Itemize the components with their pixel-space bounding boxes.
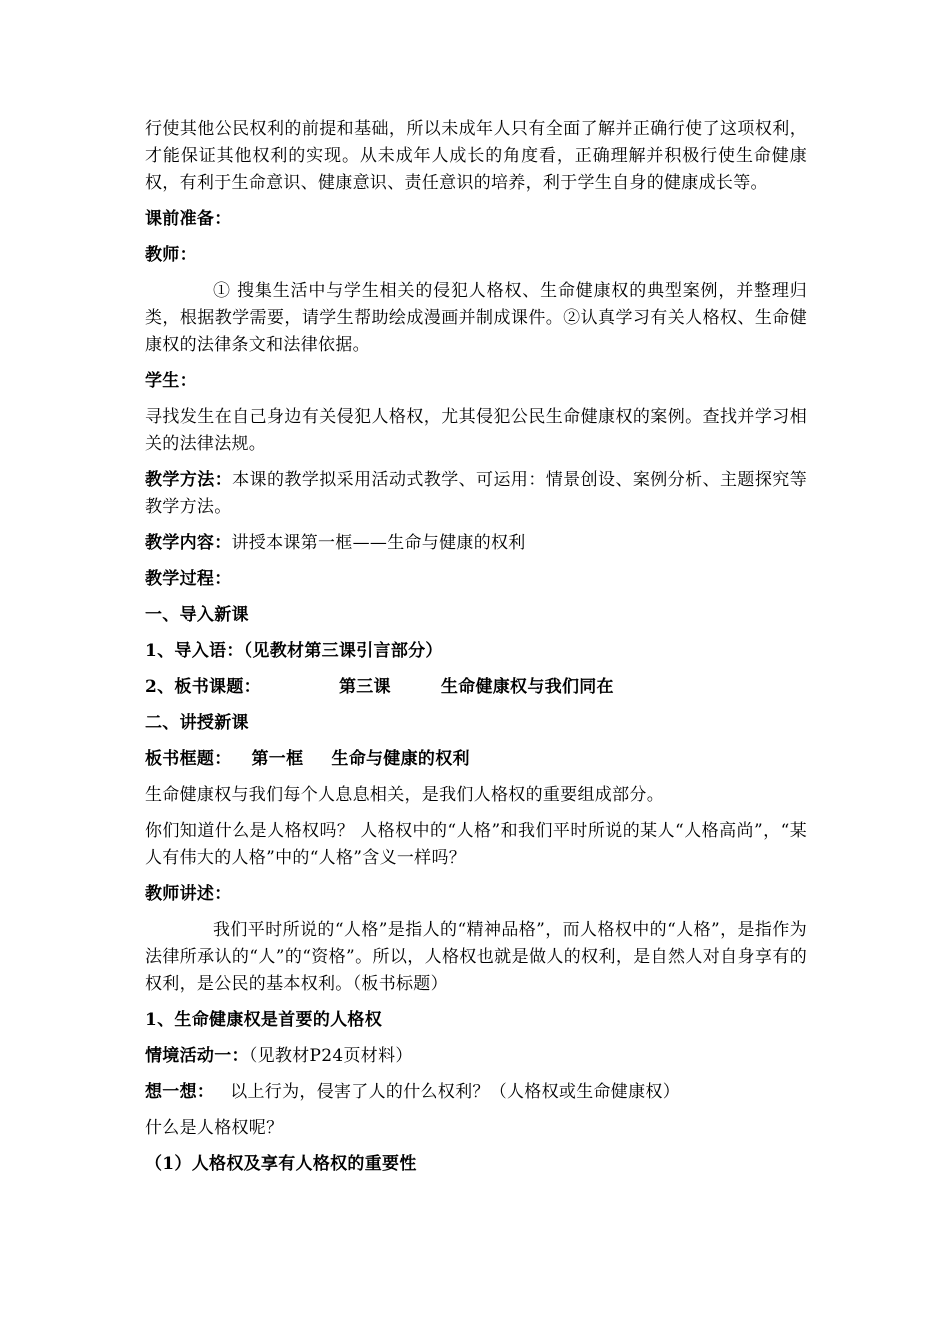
teaching-content-text: 讲授本课第一框——生命与健康的权利: [231, 533, 526, 553]
health-right-paragraph: 生命健康权与我们每个人息息相关，是我们人格权的重要组成部分。: [145, 785, 664, 805]
activity-label: 情境活动一：: [145, 1046, 249, 1066]
teaching-content-label: 教学内容：: [145, 533, 232, 553]
teaching-content: [145, 530, 807, 557]
section-heading-2: 二、讲授新课: [145, 713, 249, 733]
document-body: [145, 116, 807, 1187]
student-heading: 学生：: [145, 371, 197, 391]
point-heading-1: 1、生命健康权是首要的人格权: [145, 1010, 383, 1030]
think-label: 想一想：: [145, 1082, 215, 1102]
teaching-method: [145, 467, 807, 521]
teaching-method-text: 本课的教学拟采用活动式教学、可运用：情景创设、案例分析、主题探究等教学方法。: [145, 470, 807, 517]
frame-title-label: 板书框题：: [145, 749, 232, 769]
prep-heading: 课前准备：: [145, 209, 232, 229]
process-heading: 教学过程：: [145, 569, 232, 589]
activity-text: （见教材P24页材料）: [248, 1046, 413, 1066]
frame-title: 生命与健康的权利: [331, 749, 470, 769]
frame-number: 第一框: [251, 749, 304, 769]
narration-heading: 教师讲述：: [145, 884, 232, 904]
board-title-text: 生命健康权与我们同在: [440, 677, 614, 697]
opening-paragraph: 行使其他公民权利的前提和基础，所以未成年人只有全面了解并正确行使了这项权利，才能保证其他权利的实现。从未成年人成长的角度看，正确理解并积极行使生命健康权，有利于生命意识、健康意识、责任意识的培养，利于学生自身的健康成长等。: [145, 119, 807, 193]
think-text: 以上行为，侵害了人的什么权利？（人格权或生命健康权）: [230, 1082, 681, 1102]
intro-line: 1、导入语：（见教材第三课引言部分）: [145, 641, 443, 661]
section-heading-1: 一、导入新课: [145, 605, 249, 625]
activity-line: [145, 1043, 807, 1070]
narration-text: 我们平时所说的“人格”是指人的“精神品格”，而人格权中的“人格”，是指作为法律所承认的“人”的“资格”。所以，人格权也就是做人的权利，是自然人对自身享有的权利，是公民的基本权利。（板书标题）: [145, 920, 807, 994]
student-preparation-text: 寻找发生在自己身边有关侵犯人格权，尤其侵犯公民生命健康权的案例。查找并学习相关的法律法规。: [145, 407, 807, 454]
personality-question-paragraph: 你们知道什么是人格权吗？ 人格权中的“人格”和我们平时所说的某人“人格高尚”，“某人有伟大的人格”中的“人格”含义一样吗？: [145, 821, 808, 868]
board-title-line: [145, 674, 807, 701]
frame-title-line: [145, 746, 807, 773]
subpoint-heading-1: （1）人格权及享有人格权的重要性: [145, 1154, 417, 1174]
board-title-lesson: 第三课: [338, 677, 391, 697]
board-title-label: 2、板书课题：: [145, 677, 261, 697]
teacher-heading: 教师：: [145, 245, 197, 265]
teaching-method-label: 教学方法：: [145, 470, 233, 490]
teacher-preparation-text: ① 搜集生活中与学生相关的侵犯人格权、生命健康权的典型案例，并整理归类，根据教学需要，请学生帮助绘成漫画并制成课件。②认真学习有关人格权、生命健康权的法律条文和法律依据。: [145, 281, 807, 355]
what-is-question: 什么是人格权呢？: [145, 1118, 284, 1138]
think-line: [145, 1079, 807, 1106]
